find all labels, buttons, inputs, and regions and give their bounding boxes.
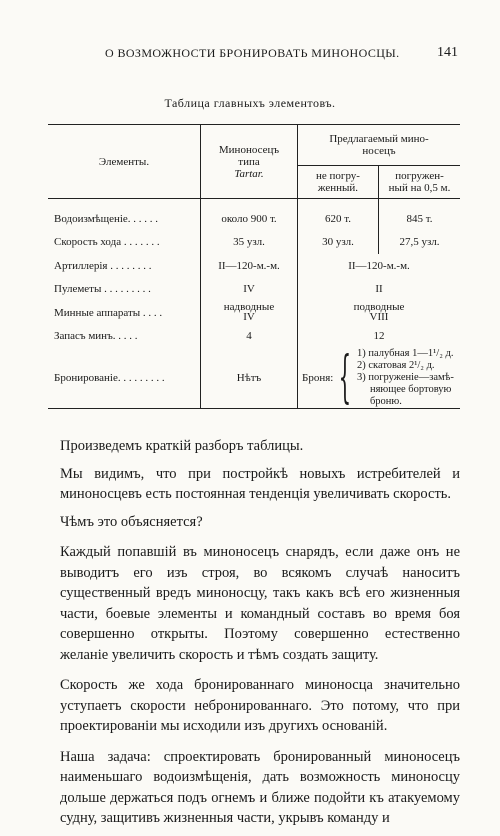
paragraph: Скорость же хода бронированнаго миноносца значительно уступаетъ скорости небронированнаго. Это потому, что при проектированіи мы исходили изъ другихъ основаній. [60,677,460,734]
elements-table [48,124,460,409]
paragraph: Произведемъ краткій разборъ таблицы. [60,438,304,454]
paragraph: Мы видимъ, что при постройкѣ новыхъ истребителей и миноносцевъ есть постоянная тенденція увеличивать скорость. [60,465,460,502]
table-row: Минные аппараты . . . . надводные IV подводные VIII [48,301,460,325]
page-number: 141 [437,45,458,60]
row-label: Минные аппараты . . . . [48,301,201,325]
row-label: Запасъ минъ. . . . . [48,325,201,349]
header-surface: не погру- женный. [298,166,379,199]
row-label: Водоизмѣщеніе. . . . . . [48,207,201,231]
header-proposed: Предлагаемый мино- носецъ [298,125,461,166]
paragraph: Каждый попавшій въ миноносецъ снарядъ, если даже онъ не выводитъ его изъ строя, во всякомъ случаѣ наноситъ существенный вредъ миноносцу, такъ какъ всѣ его жизненныя части, боевые элементы и командный составъ во время боя совершенно открыты. Поэтому совершенно естественно желаніе увеличить скорость и тѣмъ создать защиту. [60,544,460,663]
table-row: Бронированіе. . . . . . . . . Нѣтъ Броня: { 1) палубная 1—1¹/₂ д. 2) скатовая 2¹/₂ д. 3) погруженіе—замѣ- няющее бортовую броню. [48,348,460,409]
header-submerged: погружен- ный на 0,5 м. [379,166,461,199]
armor-description: Броня: { 1) палубная 1—1¹/₂ д. 2) скатовая 2¹/₂ д. 3) погруженіе—замѣ- няющее бортовую броню. [298,348,461,409]
running-title: О ВОЗМОЖНОСТИ БРОНИРОВАТЬ МИНОНОСЦЫ. [105,46,400,60]
header-tartar: Миноносецъ типа Tartar. [201,125,298,199]
table-title: Таблица главныхъ элементовъ. [164,96,336,110]
table-row: Пулеметы . . . . . . . . . IV II [48,278,460,302]
row-label: Пулеметы . . . . . . . . . [48,278,201,302]
table-row: Артиллерія . . . . . . . . II—120-м.-м. II—120-м.-м. [48,254,460,278]
running-header [0,46,500,66]
row-label: Скорость хода . . . . . . . [48,231,201,255]
paragraph: Наша задача: спроектировать бронированный миноносецъ наименьшаго водоизмѣщенія, дать возможность миноносцу дольше держаться подъ огнемъ и ближе подойти къ атакуемому судну, защитивъ жизненныя части, укрывъ команду и [60,748,460,826]
header-elements: Элементы. [48,125,201,199]
brace-glyph: { [338,345,352,410]
row-label: Артиллерія . . . . . . . . [48,254,201,278]
table-row: Скорость хода . . . . . . . 35 узл. 30 узл. 27,5 узл. [48,231,460,255]
table-row: Водоизмѣщеніе. . . . . . около 900 т. 620 т. 845 т. [48,207,460,231]
body-text [60,436,460,836]
table-row: Запасъ минъ. . . . . 4 12 [48,325,460,349]
row-label: Бронированіе. . . . . . . . . [48,348,201,409]
paragraph: Чѣмъ это объясняется? [60,513,203,530]
